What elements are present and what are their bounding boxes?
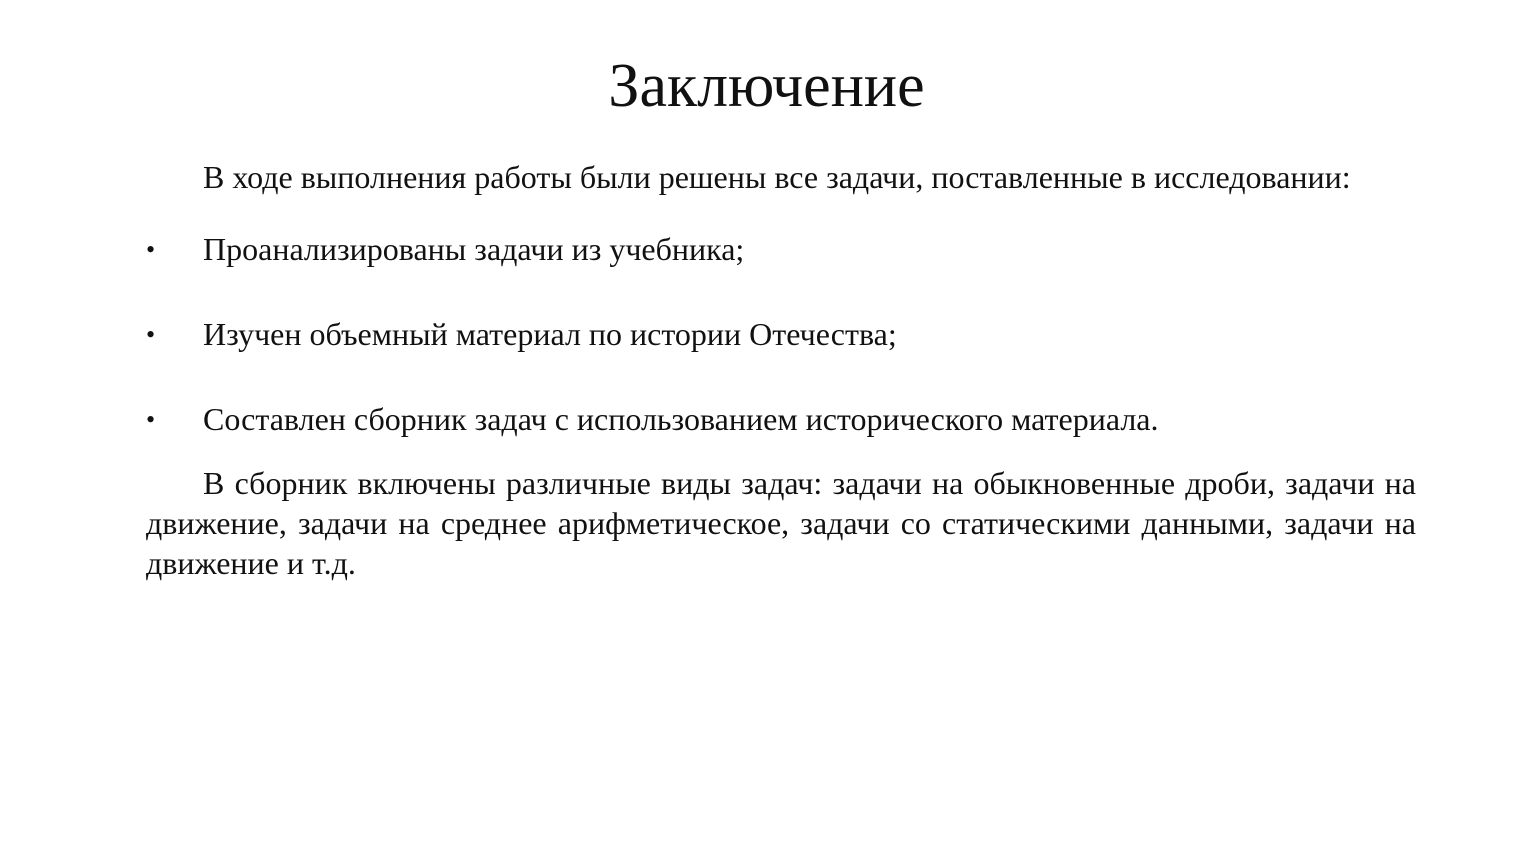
slide-content — [146, 150, 1416, 583]
intro-paragraph: В ходе выполнения работы были решены все задачи, поставленные в исследовании: — [203, 159, 1351, 195]
bullet-text: Изучен объемный материал по истории Отечества; — [203, 316, 897, 352]
bullet-item — [146, 401, 1416, 438]
bullet-item — [146, 231, 1416, 268]
bullet-text: Составлен сборник задач с использованием исторического материала. — [203, 401, 1159, 437]
bullet-icon: • — [146, 235, 156, 264]
bullet-icon: • — [146, 405, 156, 434]
outro-paragraph: В сборник включены различные виды задач: задачи на обыкновенные дроби, задачи на движение, задачи на среднее арифметическое, задачи со статическими данными, задачи на движение и т.д. — [146, 465, 1416, 581]
bullet-text: Проанализированы задачи из учебника; — [203, 231, 745, 267]
slide-title: Заключение — [608, 52, 925, 120]
bullet-item — [146, 316, 1416, 353]
bullet-list — [146, 231, 1416, 438]
bullet-icon: • — [146, 320, 156, 349]
